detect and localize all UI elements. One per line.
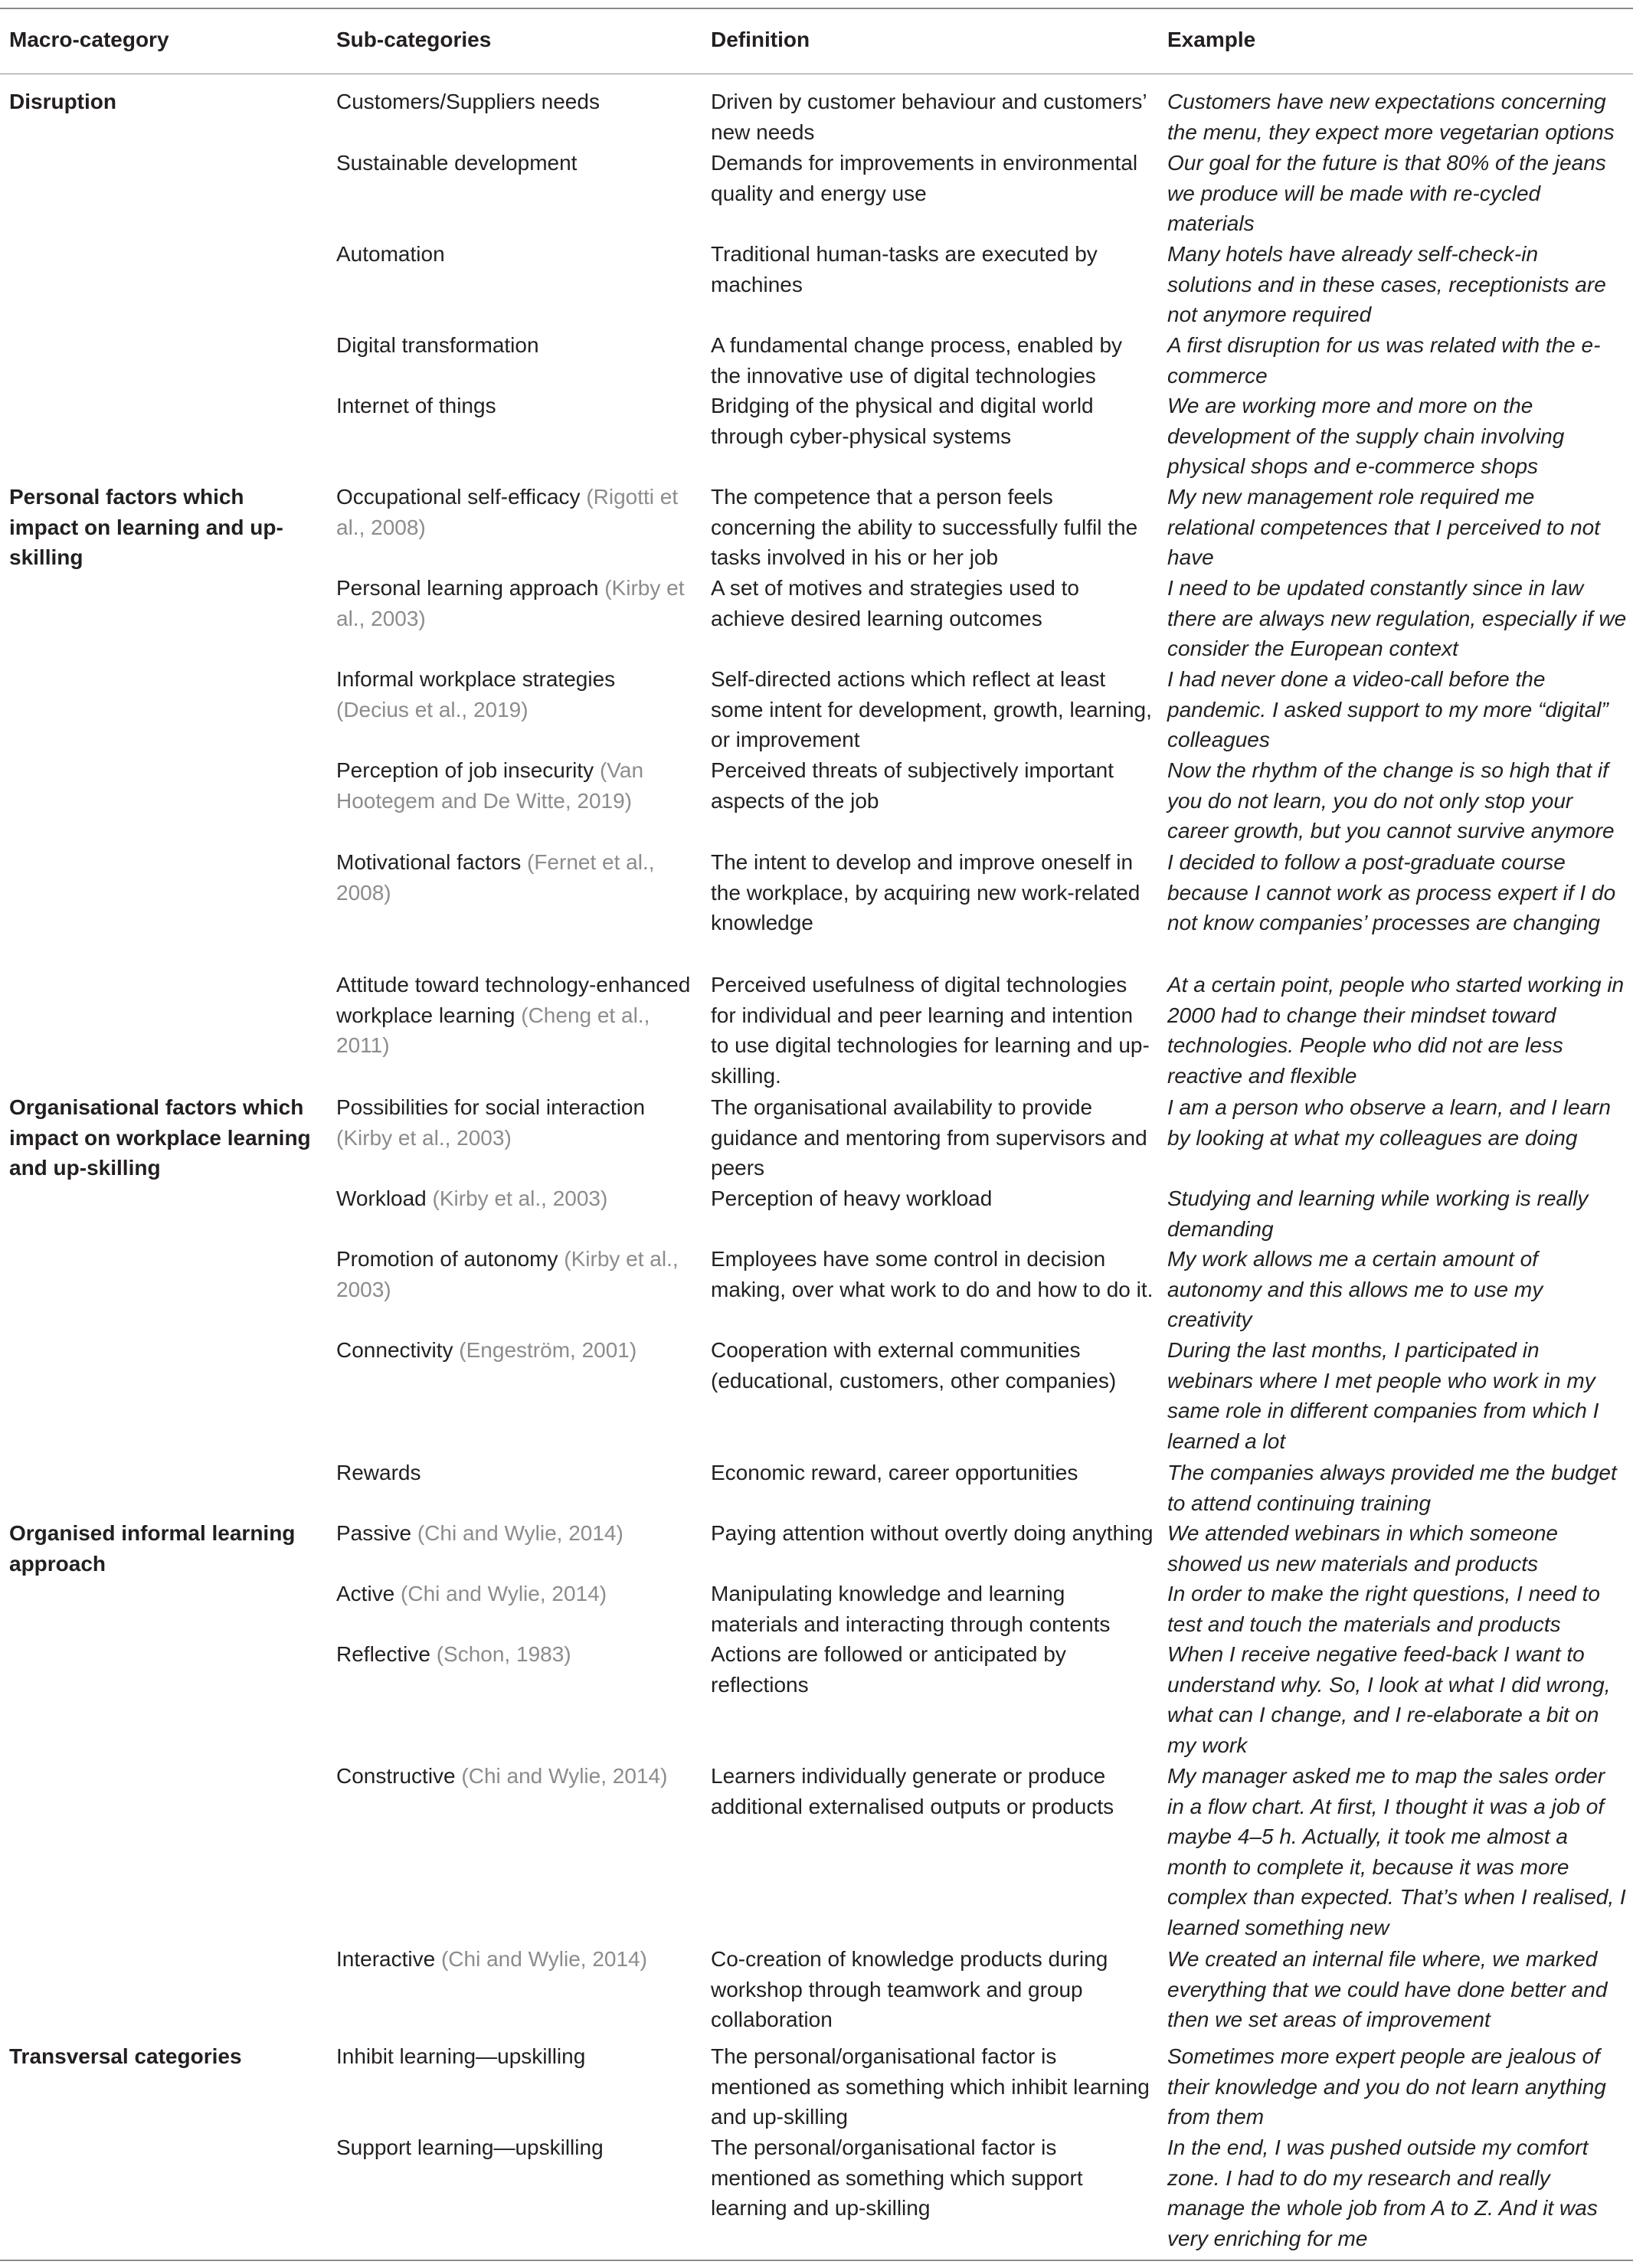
sub-category-name: Customers/Suppliers needs xyxy=(336,90,600,113)
sub-category-cell xyxy=(336,87,692,117)
macro-category-cell: Organised informal learning approach xyxy=(9,1521,296,1576)
definition-cell: Perceived threats of subjectively important aspects of the job xyxy=(711,758,1114,813)
header-sub-categories: Sub-categories xyxy=(336,28,492,51)
example-cell: The companies always provided me the budget to attend continuing training xyxy=(1167,1461,1617,1515)
citation-reference: (Chi and Wylie, 2014) xyxy=(401,1582,607,1605)
example-cell: My new management role required me relational competences that I perceived to not have xyxy=(1167,485,1601,569)
sub-category-name: Informal workplace strategies xyxy=(336,667,616,691)
definition-cell: A fundamental change process, enabled by the innovative use of digital technologies xyxy=(711,333,1123,388)
sub-category-name: Workload xyxy=(336,1186,433,1210)
definition-cell: The competence that a person feels concerning the ability to successfully fulfil the tasks involved in his or her job xyxy=(711,485,1138,569)
citation-reference: (Kirby et al., 2003) xyxy=(336,576,685,630)
sub-category-cell xyxy=(336,391,692,421)
sub-category-cell xyxy=(336,1092,692,1153)
sub-category-cell xyxy=(336,1518,692,1549)
example-cell: I decided to follow a post-graduate course because I cannot work as process expert if I do not know companies’ processes are changing xyxy=(1167,850,1616,934)
definition-cell: A set of motives and strategies used to achieve desired learning outcomes xyxy=(711,576,1079,630)
definition-cell: Co-creation of knowledge products during workshop through teamwork and group collaboration xyxy=(711,1947,1108,2031)
sub-category-name: Automation xyxy=(336,242,445,266)
sub-category-cell xyxy=(336,239,692,270)
definition-cell: Perception of heavy workload xyxy=(711,1186,993,1210)
citation-reference: (Engeström, 2001) xyxy=(459,1338,637,1362)
sub-category-name: Possibilities for social interaction xyxy=(336,1095,646,1119)
header-definition: Definition xyxy=(711,28,810,51)
example-cell: In the end, I was pushed outside my comfort zone. I had to do my research and really manage the whole job from A to Z. And it was very enriching for me xyxy=(1167,2135,1598,2250)
sub-category-cell xyxy=(336,1335,692,1366)
sub-category-cell xyxy=(336,1244,692,1304)
definition-cell: Self-directed actions which reflect at least some intent for development, growth, learning, or improvement xyxy=(711,667,1152,751)
sub-category-name: Perception of job insecurity xyxy=(336,758,600,782)
example-cell: Our goal for the future is that 80% of the jeans we produce will be made with re-cycled materials xyxy=(1167,151,1606,235)
example-cell: My manager asked me to map the sales order in a flow chart. At first, I thought it was a job of maybe 4–5 h. Actually, it took me almost a month to complete it, because it was more complex than expected. That’s when I realised, I learned something new xyxy=(1167,1764,1626,1939)
sub-category-name: Constructive xyxy=(336,1764,462,1788)
definition-cell: Demands for improvements in environmental quality and energy use xyxy=(711,151,1138,205)
example-cell: Now the rhythm of the change is so high that if you do not learn, you do not only stop your career growth, but you cannot survive anymore xyxy=(1167,758,1615,843)
sub-category-cell xyxy=(336,755,692,816)
sub-category-cell xyxy=(336,847,692,908)
example-cell: I had never done a video-call before the pandemic. I asked support to my more “digital” colleagues xyxy=(1167,667,1608,751)
macro-category-cell: Personal factors which impact on learning and up-skilling xyxy=(9,485,283,569)
example-cell: My work allows me a certain amount of autonomy and this allows me to use my creativity xyxy=(1167,1247,1543,1331)
sub-category-name: Personal learning approach xyxy=(336,576,605,600)
sub-category-cell xyxy=(336,148,692,178)
sub-category-name: Reflective xyxy=(336,1642,437,1666)
definition-cell: Paying attention without overtly doing anything xyxy=(711,1521,1154,1545)
header-example: Example xyxy=(1167,28,1256,51)
sub-category-cell xyxy=(336,2041,692,2072)
definition-cell: The organisational availability to provide guidance and mentoring from supervisors and peers xyxy=(711,1095,1147,1180)
sub-category-name: Inhibit learning—upskilling xyxy=(336,2044,586,2068)
example-cell: In order to make the right questions, I need to test and touch the materials and products xyxy=(1167,1582,1601,1636)
definition-cell: Manipulating knowledge and learning materials and interacting through contents xyxy=(711,1582,1111,1636)
citation-reference: (Rigotti et al., 2008) xyxy=(336,485,679,539)
sub-category-name: Active xyxy=(336,1582,401,1605)
example-cell: We attended webinars in which someone showed us new materials and products xyxy=(1167,1521,1559,1576)
sub-category-cell xyxy=(336,330,692,361)
sub-category-cell xyxy=(336,1761,692,1792)
citation-reference: (Kirby et al., 2003) xyxy=(336,1125,512,1150)
sub-category-cell xyxy=(336,1183,692,1214)
example-cell: Studying and learning while working is really demanding xyxy=(1167,1186,1589,1241)
header-macro-category: Macro-category xyxy=(9,28,169,51)
citation-reference: (Schon, 1983) xyxy=(436,1642,571,1666)
sub-category-name: Motivational factors xyxy=(336,850,527,874)
example-cell: We created an internal file where, we marked everything that we could have done better and then we set areas of improvement xyxy=(1167,1947,1608,2031)
sub-category-name: Digital transformation xyxy=(336,333,539,357)
sub-category-name: Connectivity xyxy=(336,1338,460,1362)
top-rule xyxy=(0,8,1633,9)
sub-category-cell xyxy=(336,1639,692,1670)
example-cell: We are working more and more on the development of the supply chain involving physical shops and e-commerce shops xyxy=(1167,394,1565,478)
citation-reference: (Chi and Wylie, 2014) xyxy=(417,1521,623,1545)
sub-category-name: Sustainable development xyxy=(336,151,578,175)
sub-category-name: Support learning—upskilling xyxy=(336,2135,604,2159)
citation-reference: (Kirby et al., 2003) xyxy=(336,1247,679,1301)
example-cell: At a certain point, people who started working in 2000 had to change their mindset toward technologies. People who did not are less reactive and flexible xyxy=(1167,973,1625,1088)
definition-cell: The personal/organisational factor is mentioned as something which support learning and up-skilling xyxy=(711,2135,1083,2220)
definition-cell: Bridging of the physical and digital world through cyber-physical systems xyxy=(711,394,1094,448)
sub-category-name: Occupational self-efficacy xyxy=(336,485,587,509)
sub-category-name: Passive xyxy=(336,1521,417,1545)
macro-category-cell: Transversal categories xyxy=(9,2044,242,2068)
sub-category-cell xyxy=(336,1579,692,1609)
sub-category-cell xyxy=(336,573,692,633)
example-cell: When I receive negative feed-back I want to understand why. So, I look at what I did wrong, what can I change, and I re-elaborate a bit on my work xyxy=(1167,1642,1611,1757)
citation-reference: (Fernet et al., 2008) xyxy=(336,850,655,905)
sub-category-cell xyxy=(336,970,692,1061)
definition-cell: Cooperation with external communities (educational, customers, other companies) xyxy=(711,1338,1117,1393)
sub-category-cell xyxy=(336,1944,692,1975)
example-cell: A first disruption for us was related with the e-commerce xyxy=(1167,333,1601,388)
citation-reference: (Chi and Wylie, 2014) xyxy=(440,1947,647,1971)
sub-category-name: Interactive xyxy=(336,1947,441,1971)
definition-cell: Perceived usefulness of digital technologies for individual and peer learning and intention to use digital technologies for learning and up-skilling. xyxy=(711,973,1150,1088)
sub-category-name: Rewards xyxy=(336,1461,421,1484)
citation-reference: (Van Hootegem and De Witte, 2019) xyxy=(336,758,644,813)
definition-cell: Driven by customer behaviour and customers’ new needs xyxy=(711,90,1147,144)
example-cell: During the last months, I participated in webinars where I met people who work in my same role in different companies from which I learned a lot xyxy=(1167,1338,1599,1453)
sub-category-cell xyxy=(336,664,692,725)
macro-category-cell: Disruption xyxy=(9,90,116,113)
definition-cell: Learners individually generate or produce additional externalised outputs or products xyxy=(711,1764,1114,1818)
macro-category-cell: Organisational factors which impact on workplace learning and up-skilling xyxy=(9,1095,311,1180)
sub-category-name: Internet of things xyxy=(336,394,496,417)
definition-cell: Economic reward, career opportunities xyxy=(711,1461,1078,1484)
citation-reference: (Cheng et al., 2011) xyxy=(336,1003,650,1057)
example-cell: Customers have new expectations concerning the menu, they expect more vegetarian options xyxy=(1167,90,1615,144)
citation-reference: (Kirby et al., 2003) xyxy=(432,1186,608,1210)
citation-reference: (Decius et al., 2019) xyxy=(336,697,529,722)
example-cell: I am a person who observe a learn, and I learn by looking at what my colleagues are doing xyxy=(1167,1095,1612,1150)
sub-category-name: Promotion of autonomy xyxy=(336,1247,565,1271)
bottom-rule xyxy=(0,2260,1633,2261)
sub-category-cell xyxy=(336,1458,692,1488)
sub-category-name: Attitude toward technology-enhanced workplace learning xyxy=(336,973,691,1027)
example-cell: I need to be updated constantly since in law there are always new regulation, especially if we consider the European context xyxy=(1167,576,1627,660)
definition-cell: Actions are followed or anticipated by reflections xyxy=(711,1642,1066,1697)
citation-reference: (Chi and Wylie, 2014) xyxy=(461,1764,668,1788)
sub-category-cell xyxy=(336,2132,692,2163)
sub-category-cell xyxy=(336,482,692,542)
definition-cell: Employees have some control in decision making, over what work to do and how to do it. xyxy=(711,1247,1154,1301)
definition-cell: The personal/organisational factor is mentioned as something which inhibit learning and up-skilling xyxy=(711,2044,1150,2129)
definition-cell: Traditional human-tasks are executed by machines xyxy=(711,242,1098,296)
example-cell: Sometimes more expert people are jealous of their knowledge and you do not learn anything from them xyxy=(1167,2044,1606,2129)
example-cell: Many hotels have already self-check-in solutions and in these cases, receptionists are not anymore required xyxy=(1167,242,1606,326)
definition-cell: The intent to develop and improve oneself in the workplace, by acquiring new work-related knowledge xyxy=(711,850,1140,934)
